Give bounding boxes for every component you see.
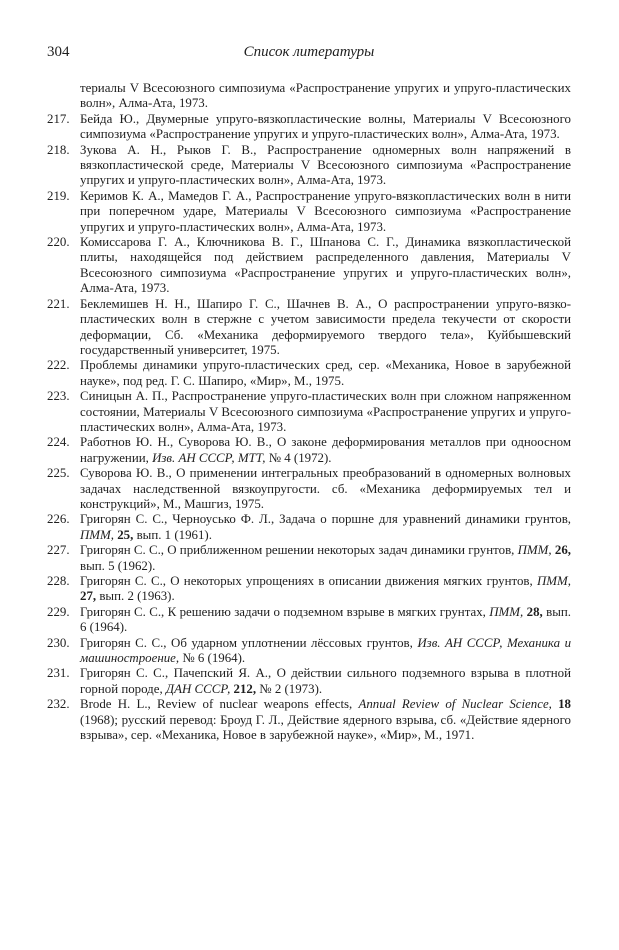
reference-text: Григорян С. С., Черноусько Ф. Л., Задача о поршне для уравнений динамики грунтов,	[80, 512, 571, 527]
reference-item	[47, 143, 571, 189]
journal-title: Изв. АН СССР, МТТ,	[152, 450, 266, 465]
reference-item	[47, 666, 571, 697]
journal-title: ДАН СССР,	[165, 681, 231, 696]
reference-item	[47, 389, 571, 435]
reference-number: 221.	[47, 296, 70, 311]
page-number: 304	[47, 44, 70, 60]
reference-text: Работнов Ю. Н., Суворова Ю. В., О законе деформирования металлов при одноосном нагружении,	[80, 435, 571, 465]
reference-tail: вып. 5 (1962).	[80, 558, 156, 573]
reference-text: Григорян С. С., О некоторых упрощениях в описании движения мягких грунтов,	[80, 574, 537, 588]
volume-number: 18	[551, 697, 572, 712]
reference-tail: вып. 2 (1963).	[96, 589, 175, 604]
reference-item	[47, 435, 571, 466]
reference-tail: вып. 1 (1961).	[133, 527, 212, 542]
volume-number: 26,	[551, 543, 571, 558]
reference-tail: вып. 6 (1964).	[80, 604, 571, 635]
reference-number: 232.	[47, 697, 70, 712]
reference-item	[47, 636, 571, 667]
reference-tail: № 2 (1973).	[256, 681, 323, 696]
volume-number: 27,	[80, 589, 97, 604]
journal-title: ПММ,	[536, 574, 571, 588]
reference-number: 226.	[47, 512, 70, 527]
reference-text: Суворова Ю. В., О применении интегральных преобразований в одномерных волновых задачах наследственной вязкоупругости. сб. «Механика деформируемых тел и конструкций», М., Машгиз, 1975.	[80, 466, 571, 511]
reference-text: Brode H. L., Review of nuclear weapons effects,	[80, 697, 359, 712]
page-header	[47, 44, 571, 64]
volume-number: 25,	[114, 527, 134, 542]
reference-number: 224.	[47, 435, 70, 450]
reference-item	[47, 112, 571, 143]
reference-tail: (1968); русский перевод: Броуд Г. Л., Действие ядерного взрыва, сб. «Действие ядерного взрыва», сер. «Механика, Новое в зарубежной науке», «Мир», М., 1971.	[80, 712, 571, 743]
reference-text: Керимов К. А., Мамедов Г. А., Распространение упруго-вязкопластических волн в нити при поперечном ударе, Материалы V Всесоюзного симпозиума «Распространение упругих и упруго-пластических волн», Алма-Ата, 1973.	[80, 188, 571, 234]
reference-item	[47, 466, 571, 512]
reference-number: 225.	[47, 466, 70, 481]
reference-item	[47, 543, 571, 574]
reference-text: Комиссарова Г. А., Ключникова В. Г., Шпанова С. Г., Динамика вязкопластической плиты, находящейся под действием распределенного давления, Материалы V Всесоюзного симпозиума «Распространение упругих и упруго-пластических волн», Алма-Ата, 1973.	[80, 235, 571, 296]
reference-text: Беклемишев Н. Н., Шапиро Г. С., Шачнев В. А., О распространении упруго-вязко-пластических волн в стержне с учетом зависимости предела текучести от скорости деформации, Сб. «Механика деформируемого твердого тела», Куйбышевский государственный университет, 1975.	[80, 296, 571, 357]
reference-text: Григорян С. С., О приближенном решении некоторых задач динамики грунтов,	[80, 543, 518, 558]
reference-number: 223.	[47, 389, 70, 404]
volume-number: 28,	[523, 604, 543, 619]
reference-item	[47, 697, 571, 743]
reference-number: 229.	[47, 604, 70, 619]
reference-text: Синицын А. П., Распространение упруго-пластических волн при сложном напряженном состоянии, Материалы V Всесоюзного симпозиума «Распространение упругих и упруго-пластических волн», Алма-Ата, 1973.	[80, 389, 571, 434]
reference-text: Зукова А. Н., Рыков Г. В., Распространение одномерных волн напряжений в вязкопластической среде, Материалы V Всесоюзного симпозиума «Распространение упругих и упруго-пластических волн», Алма-Ата, 1973.	[80, 142, 571, 188]
reference-number: 217.	[47, 111, 70, 126]
reference-text: Григорян С. С., К решению задачи о подземном взрыве в мягких грунтах,	[80, 604, 490, 619]
reference-tail: № 6 (1964).	[179, 651, 246, 666]
journal-title: Изв. АН СССР, Механика и машиностроение,	[80, 635, 572, 666]
reference-tail: № 4 (1972).	[265, 450, 332, 465]
reference-number: 230.	[47, 635, 70, 650]
reference-item	[47, 297, 571, 359]
reference-number: 227.	[47, 543, 70, 558]
reference-text: Проблемы динамики упруго-пластических сред, сер. «Механика, Новое в зарубежной науке», под ред. Г. С. Шапиро, «Мир», М., 1975.	[80, 358, 571, 388]
reference-item	[47, 605, 571, 636]
reference-continuation: териалы V Всесоюзного симпозиума «Распространение упругих и упруго-пластических волн», Алма-Ата, 1973.	[80, 81, 571, 111]
reference-number: 220.	[47, 235, 70, 250]
reference-item	[47, 235, 571, 297]
reference-number: 219.	[47, 188, 70, 203]
journal-title: Annual Review of Nuclear Science,	[358, 697, 552, 712]
reference-text: Бейда Ю., Двумерные упруго-вязкопластические волны, Материалы V Всесоюзного симпозиума «Распространение упругих и упруго-пластических волн», Алма-Ата, 1973.	[80, 111, 571, 142]
volume-number: 212,	[230, 681, 257, 696]
reference-number: 228.	[47, 574, 70, 588]
reference-number: 222.	[47, 358, 70, 373]
reference-text: Григорян С. С., Пачепский Я. А., О действии сильного подземного взрыва в плотной горной породе,	[80, 666, 571, 696]
reference-item	[47, 512, 571, 543]
reference-list	[47, 81, 571, 743]
reference-number: 218.	[47, 142, 70, 157]
reference-item	[47, 574, 571, 605]
reference-item	[47, 358, 571, 389]
reference-item	[47, 189, 571, 235]
running-title: Список литературы	[243, 44, 375, 60]
reference-number: 231.	[47, 666, 70, 681]
journal-title: ПММ,	[489, 604, 524, 619]
journal-title: ПММ,	[517, 543, 552, 558]
reference-text: Григорян С. С., Об ударном уплотнении лёссовых грунтов,	[80, 635, 418, 650]
journal-title: ПММ,	[80, 527, 115, 542]
